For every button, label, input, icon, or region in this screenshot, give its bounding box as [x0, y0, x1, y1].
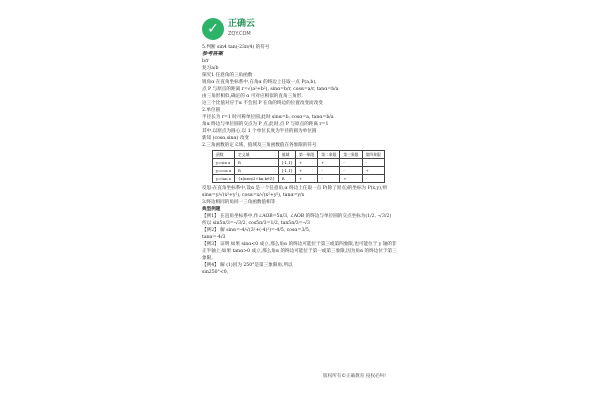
- table-row: [213, 167, 385, 175]
- formula-line: sinα=y/√(x²+y²), cosα=x/√(x²+y²), tanα=y/x: [202, 193, 305, 198]
- table-cell: +: [296, 167, 318, 175]
- example-1: 【例1】 在直角坐标系中,作∠AOB=5π/3, ∠AOB 的终边与单位圆的交点坐标为(1/2, -√3/2): [202, 214, 392, 219]
- table-header-cell: 第二象限: [318, 151, 340, 159]
- table-header-row: [213, 151, 385, 159]
- table-cell: +: [362, 167, 384, 175]
- checkmark-icon: ✓: [202, 18, 224, 40]
- table-header-cell: 值域: [278, 151, 295, 159]
- trig-sign-table: [212, 150, 385, 183]
- example-1-cont: 所以 sin5π/3=-√3/2, cos5π/3=1/2, tan5π/3=-√3: [202, 221, 310, 226]
- table-cell: -: [340, 159, 362, 167]
- table-cell: +: [296, 159, 318, 167]
- table-cell: y=tan x: [213, 175, 235, 183]
- text-line: 新知 (cosα,sinα) 改变: [202, 136, 250, 141]
- text-line: 锐角α 在直角坐标系中,在角α 的终边上任取一点 P(a,b),: [202, 80, 317, 85]
- table-cell: -: [318, 167, 340, 175]
- example-2: 【例2】 解 sinα=-4/√(3²+(-4)²)=-4/5, cosα=3/5,: [202, 228, 311, 233]
- example-4-cont: sin250°<0,: [202, 270, 229, 275]
- table-cell: -: [318, 175, 340, 183]
- logo-name: 正确云: [228, 19, 256, 29]
- table-cell: [-1,1]: [278, 159, 295, 167]
- table-header-cell: 第四象限: [362, 151, 384, 159]
- examples-heading: 典型例题: [202, 207, 221, 212]
- text-line-highlight: 这三个比值对应于α 不会因 P 在角的终边的位置改变而改变: [202, 101, 323, 106]
- fraction-line: b/r: [202, 59, 209, 64]
- table-cell: -: [362, 175, 384, 183]
- copyright-footer: 版权所有©正确教育 侵权必纠!: [322, 374, 386, 379]
- text-line: 点 P 与原点的距离 r=√(a²+b²), sinα=b/r, cosα=a/r, tanα=b/a: [202, 87, 339, 92]
- table-cell: +: [340, 175, 362, 183]
- text-line: 半径长为 r=1 时可称单位圆,此时 sinα=b, cosα=a, tanα=b/a: [202, 115, 334, 120]
- table-header-cell: 第三象限: [340, 151, 362, 159]
- table-header-cell: 定义域: [235, 151, 279, 159]
- table-cell: y=sin x: [213, 159, 235, 167]
- table-row: [213, 175, 385, 183]
- explore-1-heading: 探究1 任意角的三角函数: [202, 73, 253, 78]
- example-4: 【例4】 解 (1)因为 250°是第三象限角,所以: [202, 263, 293, 268]
- section-heading-answers: 参考答案: [202, 51, 223, 57]
- table-cell: [-1,1]: [278, 167, 295, 175]
- text-line: 反思:在直角坐标系中,设α 是一个任意角,α 终边上任取一点 P(除了原点)的坐标为 P(x,y),则: [202, 186, 387, 191]
- table-header-cell: 第一象限: [296, 151, 318, 159]
- text-line: 其中,以原点为圆心,以 1 个单位长度为半径的圆为单位圆: [202, 129, 317, 134]
- review-line: 复习a/b: [202, 66, 219, 71]
- document-body: [202, 44, 398, 276]
- table-cell: R: [278, 175, 295, 183]
- logo-url: ZQY.COM: [228, 31, 251, 37]
- table-header-cell: 函数: [213, 151, 235, 159]
- text-line: 由三角形相似,确定的 α 可对应相似的直角三角形,: [202, 94, 303, 99]
- text-line: 角α 终边与单位圆的交点为 P 点,此时,点 P 与原点的距离 r=1: [202, 122, 329, 127]
- table-cell: -: [362, 159, 384, 167]
- example-3: 【例3】 证明 如果 sinα<0 成立,那么角α 的终边可能位于第三或第四象限,也可能位于 y 轴的非正半轴上;如果 tanα>0 成立,那么角α 的终边可能位于第一或第三象限,因为角α 的终边位于第三象限,: [202, 242, 397, 261]
- table-cell: {x|x≠π/2+kπ,k∈Z}: [235, 175, 279, 183]
- table-heading: 2.三角函数的定义域、值域及三角函数值在各象限的符号: [202, 143, 317, 148]
- brand-logo: [202, 18, 255, 40]
- text-line: 3.终边相同的角同一三角函数值相等: [202, 200, 276, 205]
- table-row: [213, 159, 385, 167]
- table-cell: -: [340, 167, 362, 175]
- table-cell: +: [318, 159, 340, 167]
- table-cell: y=cos x: [213, 167, 235, 175]
- table-cell: R: [235, 159, 279, 167]
- table-cell: R: [235, 167, 279, 175]
- unit-circle-heading: 2.单位圆: [202, 108, 221, 113]
- table-cell: +: [296, 175, 318, 183]
- question-5: 5.判断 sin4 tan(-23π/4) 的符号: [202, 45, 270, 50]
- example-2-cont: tanα=-4/3: [202, 235, 226, 240]
